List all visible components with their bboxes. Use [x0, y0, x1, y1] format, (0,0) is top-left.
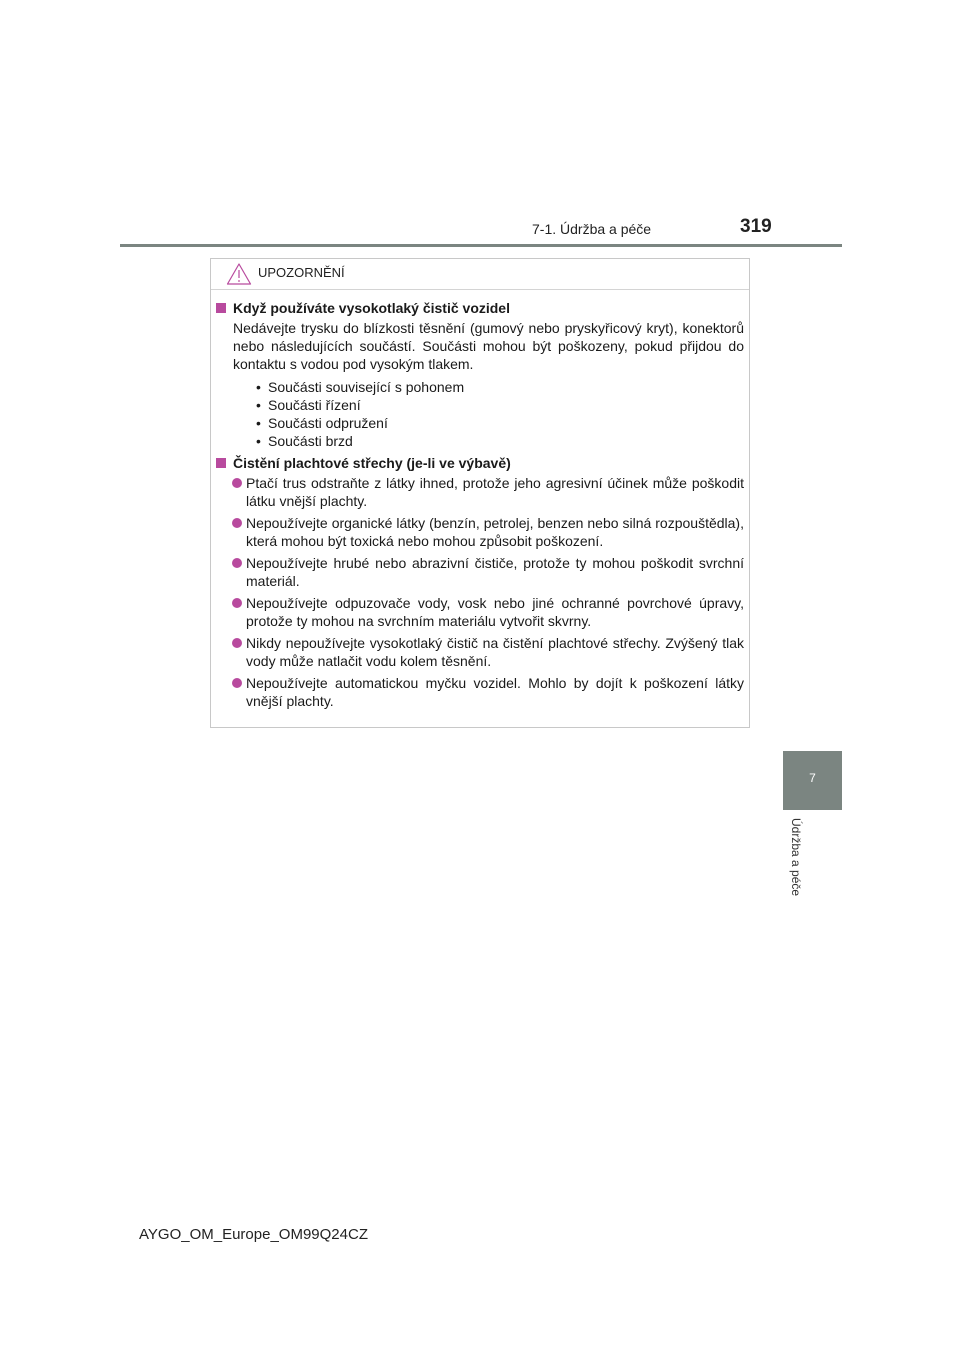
section-heading: Čistění plachtové střechy (je-li ve výbavě) — [216, 454, 744, 472]
list-item: • Součásti odpružení — [256, 415, 388, 431]
warning-content — [216, 299, 744, 714]
bullet-list — [216, 378, 744, 450]
document-id: AYGO_OM_Europe_OM99Q24CZ — [139, 1226, 368, 1243]
warning-title: UPOZORNĚNÍ — [258, 265, 345, 280]
square-bullet-icon — [216, 458, 226, 468]
list-item: • Součásti brzd — [256, 433, 353, 449]
warning-box — [210, 258, 750, 728]
circle-bullet-icon — [232, 598, 242, 608]
section-paragraph: Nedávejte trysku do blízkosti těsnění (gumový nebo pryskyřicový kryt), konektorů nebo následujících součástí. Součásti mohou být poškozeny, pokud přijdou do kontaktu s vodou pod vysokým tlakem. — [233, 320, 744, 372]
circle-bullet-icon — [232, 558, 242, 568]
chapter-number: 7 — [809, 771, 816, 785]
circle-bullet-icon — [232, 518, 242, 528]
list-item: Nikdy nepoužívejte vysokotlaký čistič na čistění plachtové střechy. Zvýšený tlak vody může natlačit vodu kolem těsnění. — [216, 634, 744, 670]
list-item: Nepoužívejte odpuzovače vody, vosk nebo jiné ochranné povrchové úpravy, protože ty mohou na svrchním materiálu vytvořit skvrny. — [216, 594, 744, 630]
warning-triangle-icon — [226, 262, 252, 286]
circle-bullet-icon — [232, 478, 242, 488]
chapter-label: Údržba a péče — [789, 818, 803, 897]
list-item: Ptačí trus odstraňte z látky ihned, protože jeho agresivní účinek může poškodit látku vnější plachty. — [216, 474, 744, 510]
list-item: Nepoužívejte hrubé nebo abrazivní čističe, protože ty mohou poškodit svrchní materiál. — [216, 554, 744, 590]
square-bullet-icon — [216, 303, 226, 313]
section-title: 7-1. Údržba a péče — [532, 221, 652, 237]
section-heading: Když používáte vysokotlaký čistič vozidel — [216, 299, 744, 317]
header-rule — [120, 244, 842, 247]
list-item: Nepoužívejte organické látky (benzín, petrolej, benzen nebo silná rozpouštědla), která mohou být toxická nebo mohou způsobit poškození. — [216, 514, 744, 550]
circle-bullet-icon — [232, 678, 242, 688]
chapter-tab — [783, 751, 842, 810]
page-number: 319 — [740, 216, 772, 237]
list-item: Nepoužívejte automatickou myčku vozidel. Mohlo by dojít k poškození látky vnější plachty. — [216, 674, 744, 710]
page-header — [0, 0, 960, 250]
list-item: • Součásti související s pohonem — [256, 379, 465, 395]
warning-header — [211, 259, 749, 290]
circle-bullet-icon — [232, 638, 242, 648]
list-item: • Součásti řízení — [256, 397, 361, 413]
